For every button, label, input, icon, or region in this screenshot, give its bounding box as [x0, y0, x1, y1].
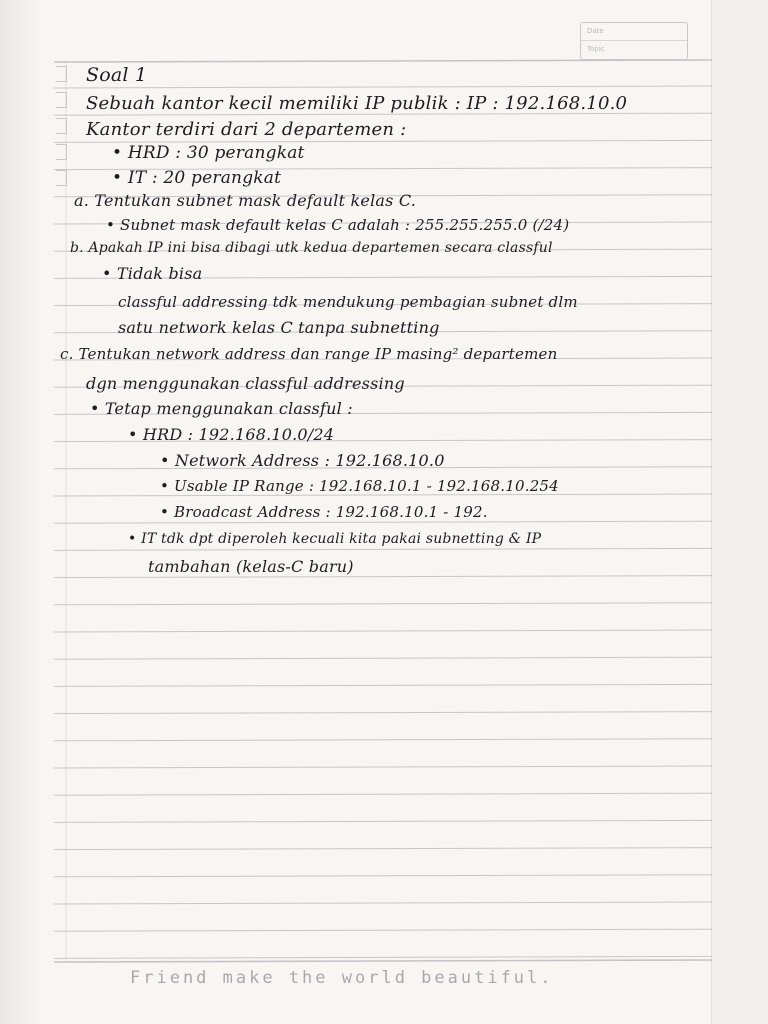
handwritten-line-5: • IT : 20 perangkat [112, 168, 282, 188]
date-topic-box [580, 22, 688, 60]
handwritten-line-8: b. Apakah IP ini bisa dibagi utk kedua departemen secara classful [70, 240, 553, 256]
handwritten-line-13: dgn menggunakan classful addressing [86, 374, 405, 393]
handwritten-line-7: • Subnet mask default kelas C adalah : 255.255.255.0 (/24) [106, 216, 570, 234]
ruled-line [54, 902, 712, 904]
handwritten-line-17: • Usable IP Range : 192.168.10.1 - 192.168.10.254 [160, 477, 559, 495]
handwritten-line-9: • Tidak bisa [102, 264, 203, 283]
ruled-line [54, 793, 712, 795]
ruled-line [54, 86, 712, 88]
margin-tick [56, 92, 67, 108]
date-box-topic-label: Topic [587, 45, 605, 53]
handwritten-line-10: classful addressing tdk mendukung pembagian subnet dlm [118, 293, 578, 311]
ruled-line [54, 603, 712, 605]
handwritten-line-1: Soal 1 [86, 64, 148, 86]
handwritten-line-19: • IT tdk dpt diperoleh kecuali kita pakai subnetting & IP [128, 531, 542, 547]
ruled-line [54, 548, 712, 550]
ruled-line [54, 60, 712, 62]
handwritten-line-18: • Broadcast Address : 192.168.10.1 - 192. [160, 503, 488, 521]
ruled-line [54, 712, 712, 714]
ruled-line [54, 684, 712, 686]
ruled-line [54, 929, 712, 931]
handwritten-line-11: satu network kelas C tanpa subnetting [118, 318, 440, 337]
handwritten-line-15: • HRD : 192.168.10.0/24 [128, 425, 335, 444]
ruled-line [54, 875, 712, 877]
ruled-line [54, 820, 712, 822]
ruled-line [54, 521, 712, 523]
ruled-line [54, 739, 712, 741]
date-box-date-label: Date [581, 23, 687, 41]
handwritten-line-6: a. Tentukan subnet mask default kelas C. [74, 191, 417, 210]
handwritten-line-2: Sebuah kantor kecil memiliki IP publik : IP : 192.168.10.0 [86, 93, 628, 114]
handwritten-line-20: tambahan (kelas-C baru) [148, 557, 354, 576]
margin-tick [56, 66, 67, 82]
footer-slogan: Friend make the world beautiful. [130, 968, 554, 988]
ruled-line [54, 956, 712, 958]
margin-tick [56, 118, 67, 134]
margin-tick [56, 170, 67, 186]
ruled-line [54, 766, 712, 768]
handwritten-line-14: • Tetap menggunakan classful : [90, 399, 353, 418]
ruled-line [54, 657, 712, 659]
margin-tick [56, 144, 67, 160]
handwritten-line-12: c. Tentukan network address dan range IP masing² departemen [60, 345, 558, 363]
ruled-line [54, 960, 712, 962]
handwritten-line-16: • Network Address : 192.168.10.0 [160, 451, 445, 470]
handwritten-line-3: Kantor terdiri dari 2 departemen : [86, 119, 407, 140]
handwritten-line-4: • HRD : 30 perangkat [112, 143, 305, 163]
ruled-line [54, 848, 712, 850]
ruled-line [54, 630, 712, 632]
